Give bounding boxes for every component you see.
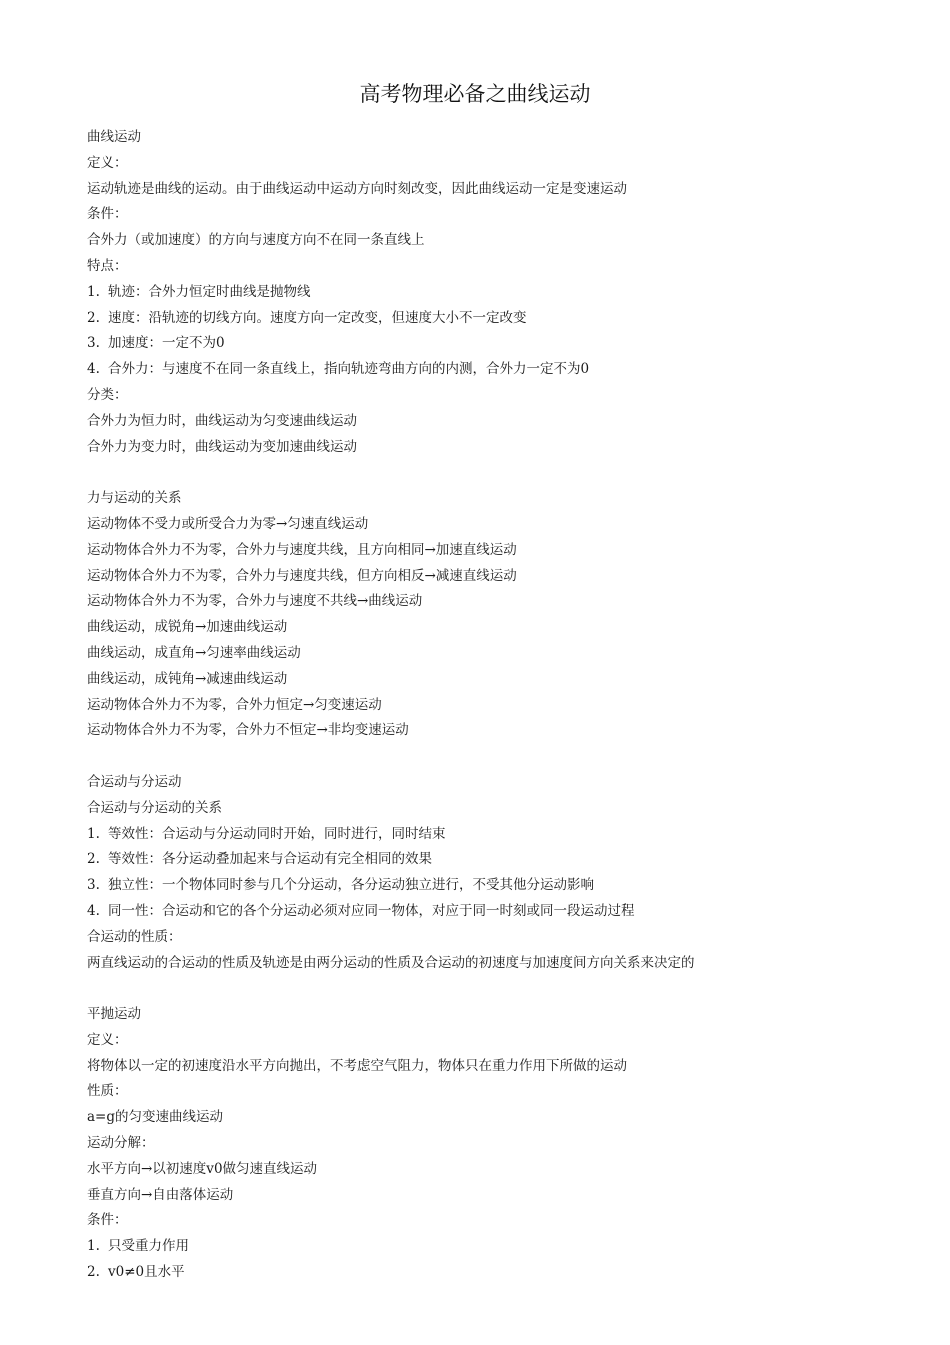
paragraph: a=g的匀变速曲线运动 bbox=[87, 1109, 224, 1126]
list-number: 2. bbox=[87, 851, 100, 868]
paragraph: 运动物体不受力或所受合力为零→匀速直线运动 bbox=[87, 515, 369, 532]
paragraph: 运动轨迹是曲线的运动。由于曲线运动中运动方向时刻改变，因此曲线运动一定是变速运动 bbox=[87, 180, 627, 197]
list-text: 只受重力作用 bbox=[108, 1238, 189, 1255]
list-text: 等效性：各分运动叠加起来与合运动有完全相同的效果 bbox=[108, 851, 432, 868]
paragraph: 合外力为恒力时，曲线运动为匀变速曲线运动 bbox=[87, 412, 357, 429]
list-item bbox=[87, 331, 907, 357]
list-number: 4. bbox=[87, 902, 100, 919]
spacer bbox=[87, 460, 907, 486]
paragraph: 垂直方向→自由落体运动 bbox=[87, 1186, 234, 1203]
paragraph: 水平方向→以初速度v0做匀速直线运动 bbox=[87, 1160, 318, 1177]
list-item bbox=[87, 1234, 907, 1260]
list-item bbox=[87, 280, 907, 306]
label-definition: 定义： bbox=[87, 1031, 128, 1048]
list-item bbox=[87, 357, 907, 383]
list-item bbox=[87, 899, 907, 925]
paragraph: 运动物体合外力不为零，合外力不恒定→非均变速运动 bbox=[87, 722, 409, 739]
paragraph: 曲线运动，成钝角→减速曲线运动 bbox=[87, 670, 288, 687]
label-features: 特点： bbox=[87, 257, 128, 274]
spacer bbox=[87, 976, 907, 1002]
document-body bbox=[87, 125, 907, 1286]
list-item bbox=[87, 306, 907, 332]
label-decomposition: 运动分解： bbox=[87, 1135, 155, 1152]
section-heading: 合运动与分运动 bbox=[87, 773, 182, 790]
label-condition: 条件： bbox=[87, 206, 128, 223]
paragraph: 曲线运动，成锐角→加速曲线运动 bbox=[87, 619, 288, 636]
list-number: 3. bbox=[87, 877, 100, 894]
paragraph: 运动物体合外力不为零，合外力恒定→匀变速运动 bbox=[87, 696, 382, 713]
spacer bbox=[87, 744, 907, 770]
section-heading: 力与运动的关系 bbox=[87, 490, 182, 507]
list-text: 轨迹：合外力恒定时曲线是抛物线 bbox=[108, 283, 311, 300]
subheading: 合运动与分运动的关系 bbox=[87, 799, 222, 816]
paragraph: 合外力（或加速度）的方向与速度方向不在同一条直线上 bbox=[87, 232, 425, 249]
section-heading: 平抛运动 bbox=[87, 1006, 141, 1023]
list-number: 1. bbox=[87, 1238, 100, 1255]
paragraph: 运动物体合外力不为零，合外力与速度共线，且方向相同→加速直线运动 bbox=[87, 541, 517, 558]
list-number: 1. bbox=[87, 825, 100, 842]
paragraph: 两直线运动的合运动的性质及轨迹是由两分运动的性质及合运动的初速度与加速度间方向关系来决定的 bbox=[87, 954, 695, 971]
list-text: 独立性：一个物体同时参与几个分运动，各分运动独立进行，不受其他分运动影响 bbox=[108, 877, 594, 894]
list-text: 同一性：合运动和它的各个分运动必须对应同一物体，对应于同一时刻或同一段运动过程 bbox=[108, 902, 635, 919]
paragraph: 将物体以一定的初速度沿水平方向抛出，不考虑空气阻力，物体只在重力作用下所做的运动 bbox=[87, 1057, 627, 1074]
label-property: 性质： bbox=[87, 1083, 128, 1100]
paragraph: 运动物体合外力不为零，合外力与速度不共线→曲线运动 bbox=[87, 593, 423, 610]
list-number: 3. bbox=[87, 335, 100, 352]
list-number: 2. bbox=[87, 1264, 100, 1281]
list-item bbox=[87, 822, 907, 848]
list-text: 速度：沿轨迹的切线方向。速度方向一定改变，但速度大小不一定改变 bbox=[108, 309, 527, 326]
list-text: 等效性：合运动与分运动同时开始，同时进行，同时结束 bbox=[108, 825, 446, 842]
label-classification: 分类： bbox=[87, 386, 128, 403]
list-text: 合外力：与速度不在同一条直线上，指向轨迹弯曲方向的内测，合外力一定不为0 bbox=[108, 361, 590, 378]
section-heading: 曲线运动 bbox=[87, 129, 141, 145]
list-number: 1. bbox=[87, 283, 100, 300]
paragraph: 合外力为变力时，曲线运动为变加速曲线运动 bbox=[87, 438, 357, 455]
list-item bbox=[87, 873, 907, 899]
page-title: 高考物理必备之曲线运动 bbox=[359, 82, 591, 106]
list-number: 2. bbox=[87, 309, 100, 326]
list-text: v0≠0且水平 bbox=[108, 1264, 185, 1281]
list-item bbox=[87, 847, 907, 873]
list-text: 加速度：一定不为0 bbox=[108, 335, 225, 352]
list-number: 4. bbox=[87, 361, 100, 378]
label-definition: 定义： bbox=[87, 154, 128, 171]
label-condition: 条件： bbox=[87, 1212, 128, 1229]
paragraph: 运动物体合外力不为零，合外力与速度共线，但方向相反→减速直线运动 bbox=[87, 567, 517, 584]
paragraph: 曲线运动，成直角→匀速率曲线运动 bbox=[87, 644, 301, 661]
list-item bbox=[87, 1260, 907, 1286]
label-property: 合运动的性质： bbox=[87, 928, 182, 945]
